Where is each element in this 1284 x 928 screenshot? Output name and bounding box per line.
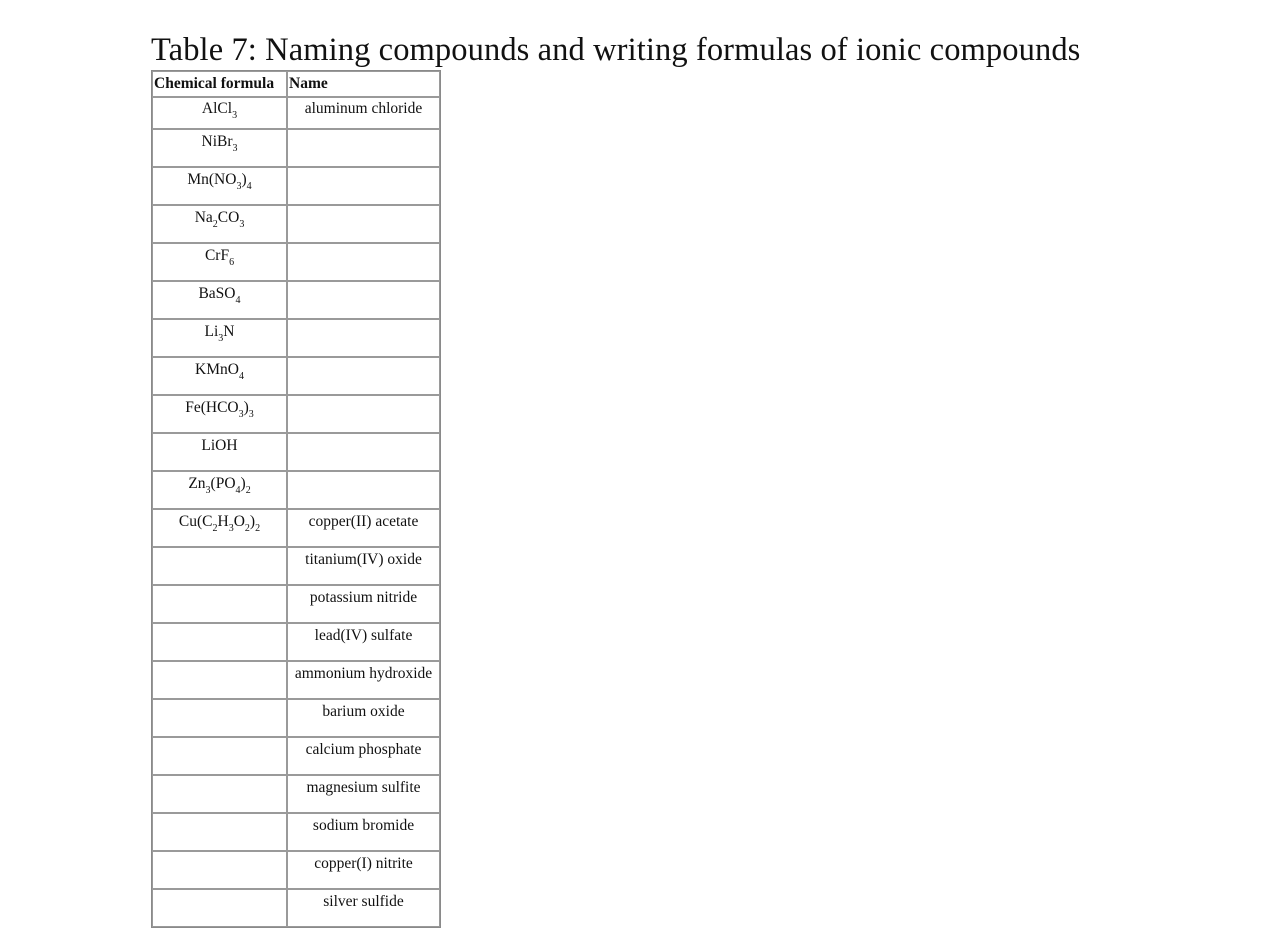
chemical-formula-cell [152, 547, 287, 585]
formula-subscript: 3 [205, 485, 211, 496]
table-row [152, 851, 440, 889]
formula-text: ) [243, 399, 249, 416]
chemical-formula-cell [152, 813, 287, 851]
formula-subscript: 3 [218, 333, 224, 344]
formula-text: Fe(HCO [185, 399, 239, 416]
compound-name-cell: copper(II) acetate [287, 509, 440, 547]
compound-name-cell [287, 243, 440, 281]
table-row [152, 509, 440, 547]
formula-text: Al [201, 100, 218, 117]
formula-text: LiOH [201, 437, 238, 454]
table-row [152, 243, 440, 281]
table-row [152, 319, 440, 357]
compound-name-cell [287, 433, 440, 471]
table-row [152, 167, 440, 205]
compound-name-cell: magnesium sulfite [287, 775, 440, 813]
table-row [152, 471, 440, 509]
chemical-formula-cell [152, 851, 287, 889]
chemical-formula-cell [152, 319, 287, 357]
table-row [152, 813, 440, 851]
formula-subscript: 4 [246, 181, 252, 192]
formula-subscript: 3 [236, 181, 242, 192]
formula-text: Li [204, 323, 219, 340]
chemical-formula-cell [152, 509, 287, 547]
table-row [152, 585, 440, 623]
header-name: Name [287, 71, 440, 97]
table-body [152, 97, 440, 927]
compound-name-cell: titanium(IV) oxide [287, 547, 440, 585]
table-row [152, 205, 440, 243]
formula-subscript: 4 [235, 295, 241, 306]
table-row [152, 661, 440, 699]
table-row [152, 889, 440, 927]
compound-name-cell [287, 471, 440, 509]
chemical-formula-cell [152, 97, 287, 129]
table-header-row [152, 71, 440, 97]
table-row [152, 699, 440, 737]
formula-subscript: 4 [238, 371, 244, 382]
formula-subscript: 2 [255, 523, 261, 534]
chemical-formula-cell [152, 623, 287, 661]
table-row [152, 737, 440, 775]
formula-text: Mn(NO [187, 171, 237, 188]
compound-name-cell: silver sulfide [287, 889, 440, 927]
chemical-formula-cell [152, 775, 287, 813]
formula-text: ) [240, 475, 246, 492]
compounds-table [151, 70, 441, 928]
formula-subscript: 2 [212, 219, 218, 230]
chemical-formula-cell [152, 281, 287, 319]
chemical-formula-cell [152, 129, 287, 167]
table-row [152, 281, 440, 319]
compound-name-cell: ammonium hydroxide [287, 661, 440, 699]
formula-text: Ni [201, 133, 217, 150]
compound-name-cell [287, 205, 440, 243]
formula-text: N [223, 323, 235, 340]
formula-subscript: 2 [245, 485, 251, 496]
formula-subscript: 3 [232, 110, 238, 121]
formula-text: ) [249, 513, 256, 530]
chemical-formula-cell [152, 661, 287, 699]
chemical-formula-cell [152, 205, 287, 243]
formula-subscript: 4 [235, 485, 241, 496]
compound-name-cell: copper(I) nitrite [287, 851, 440, 889]
compound-name-cell: calcium phosphate [287, 737, 440, 775]
formula-text: Na [194, 209, 213, 226]
formula-subscript: 3 [248, 409, 254, 420]
formula-subscript: 2 [244, 523, 250, 534]
compound-name-cell: potassium nitride [287, 585, 440, 623]
chemical-formula-cell [152, 699, 287, 737]
compound-name-cell [287, 395, 440, 433]
table-row [152, 357, 440, 395]
chemical-formula-cell [152, 737, 287, 775]
compound-name-cell: lead(IV) sulfate [287, 623, 440, 661]
compound-name-cell: sodium bromide [287, 813, 440, 851]
formula-text: CO [217, 209, 240, 226]
formula-subscript: 3 [228, 523, 234, 534]
table-row [152, 395, 440, 433]
formula-subscript: 2 [212, 523, 218, 534]
formula-text: O [233, 513, 245, 530]
chemical-formula-cell [152, 471, 287, 509]
compound-name-cell [287, 357, 440, 395]
chemical-formula-cell [152, 357, 287, 395]
formula-text: H [217, 513, 229, 530]
table-row [152, 775, 440, 813]
table-row [152, 433, 440, 471]
chemical-formula-cell [152, 433, 287, 471]
formula-text: Cl [217, 100, 233, 117]
compound-name-cell [287, 281, 440, 319]
formula-subscript: 3 [239, 219, 245, 230]
table-row [152, 547, 440, 585]
header-chemical-formula: Chemical formula [152, 71, 287, 97]
formula-text: CrF [204, 247, 230, 264]
table-title: Table 7: Naming compounds and writing formulas of ionic compounds [151, 32, 1081, 68]
table-row [152, 129, 440, 167]
compound-name-cell: aluminum chloride [287, 97, 440, 129]
formula-text: KMnO [195, 361, 239, 378]
compound-name-cell [287, 129, 440, 167]
chemical-formula-cell [152, 585, 287, 623]
table-row [152, 97, 440, 129]
compound-name-cell [287, 319, 440, 357]
compound-name-cell [287, 167, 440, 205]
formula-text: Cu(C [178, 513, 213, 530]
formula-text: ) [241, 171, 247, 188]
formula-subscript: 3 [238, 409, 244, 420]
formula-text: (PO [210, 475, 236, 492]
chemical-formula-cell [152, 167, 287, 205]
compound-name-cell: barium oxide [287, 699, 440, 737]
formula-text: BaSO [198, 285, 236, 302]
chemical-formula-cell [152, 243, 287, 281]
table-row [152, 623, 440, 661]
chemical-formula-cell [152, 889, 287, 927]
formula-text: Br [217, 133, 233, 150]
chemical-formula-cell [152, 395, 287, 433]
formula-subscript: 3 [232, 143, 238, 154]
formula-text: Zn [188, 475, 206, 492]
formula-subscript: 6 [229, 257, 235, 268]
